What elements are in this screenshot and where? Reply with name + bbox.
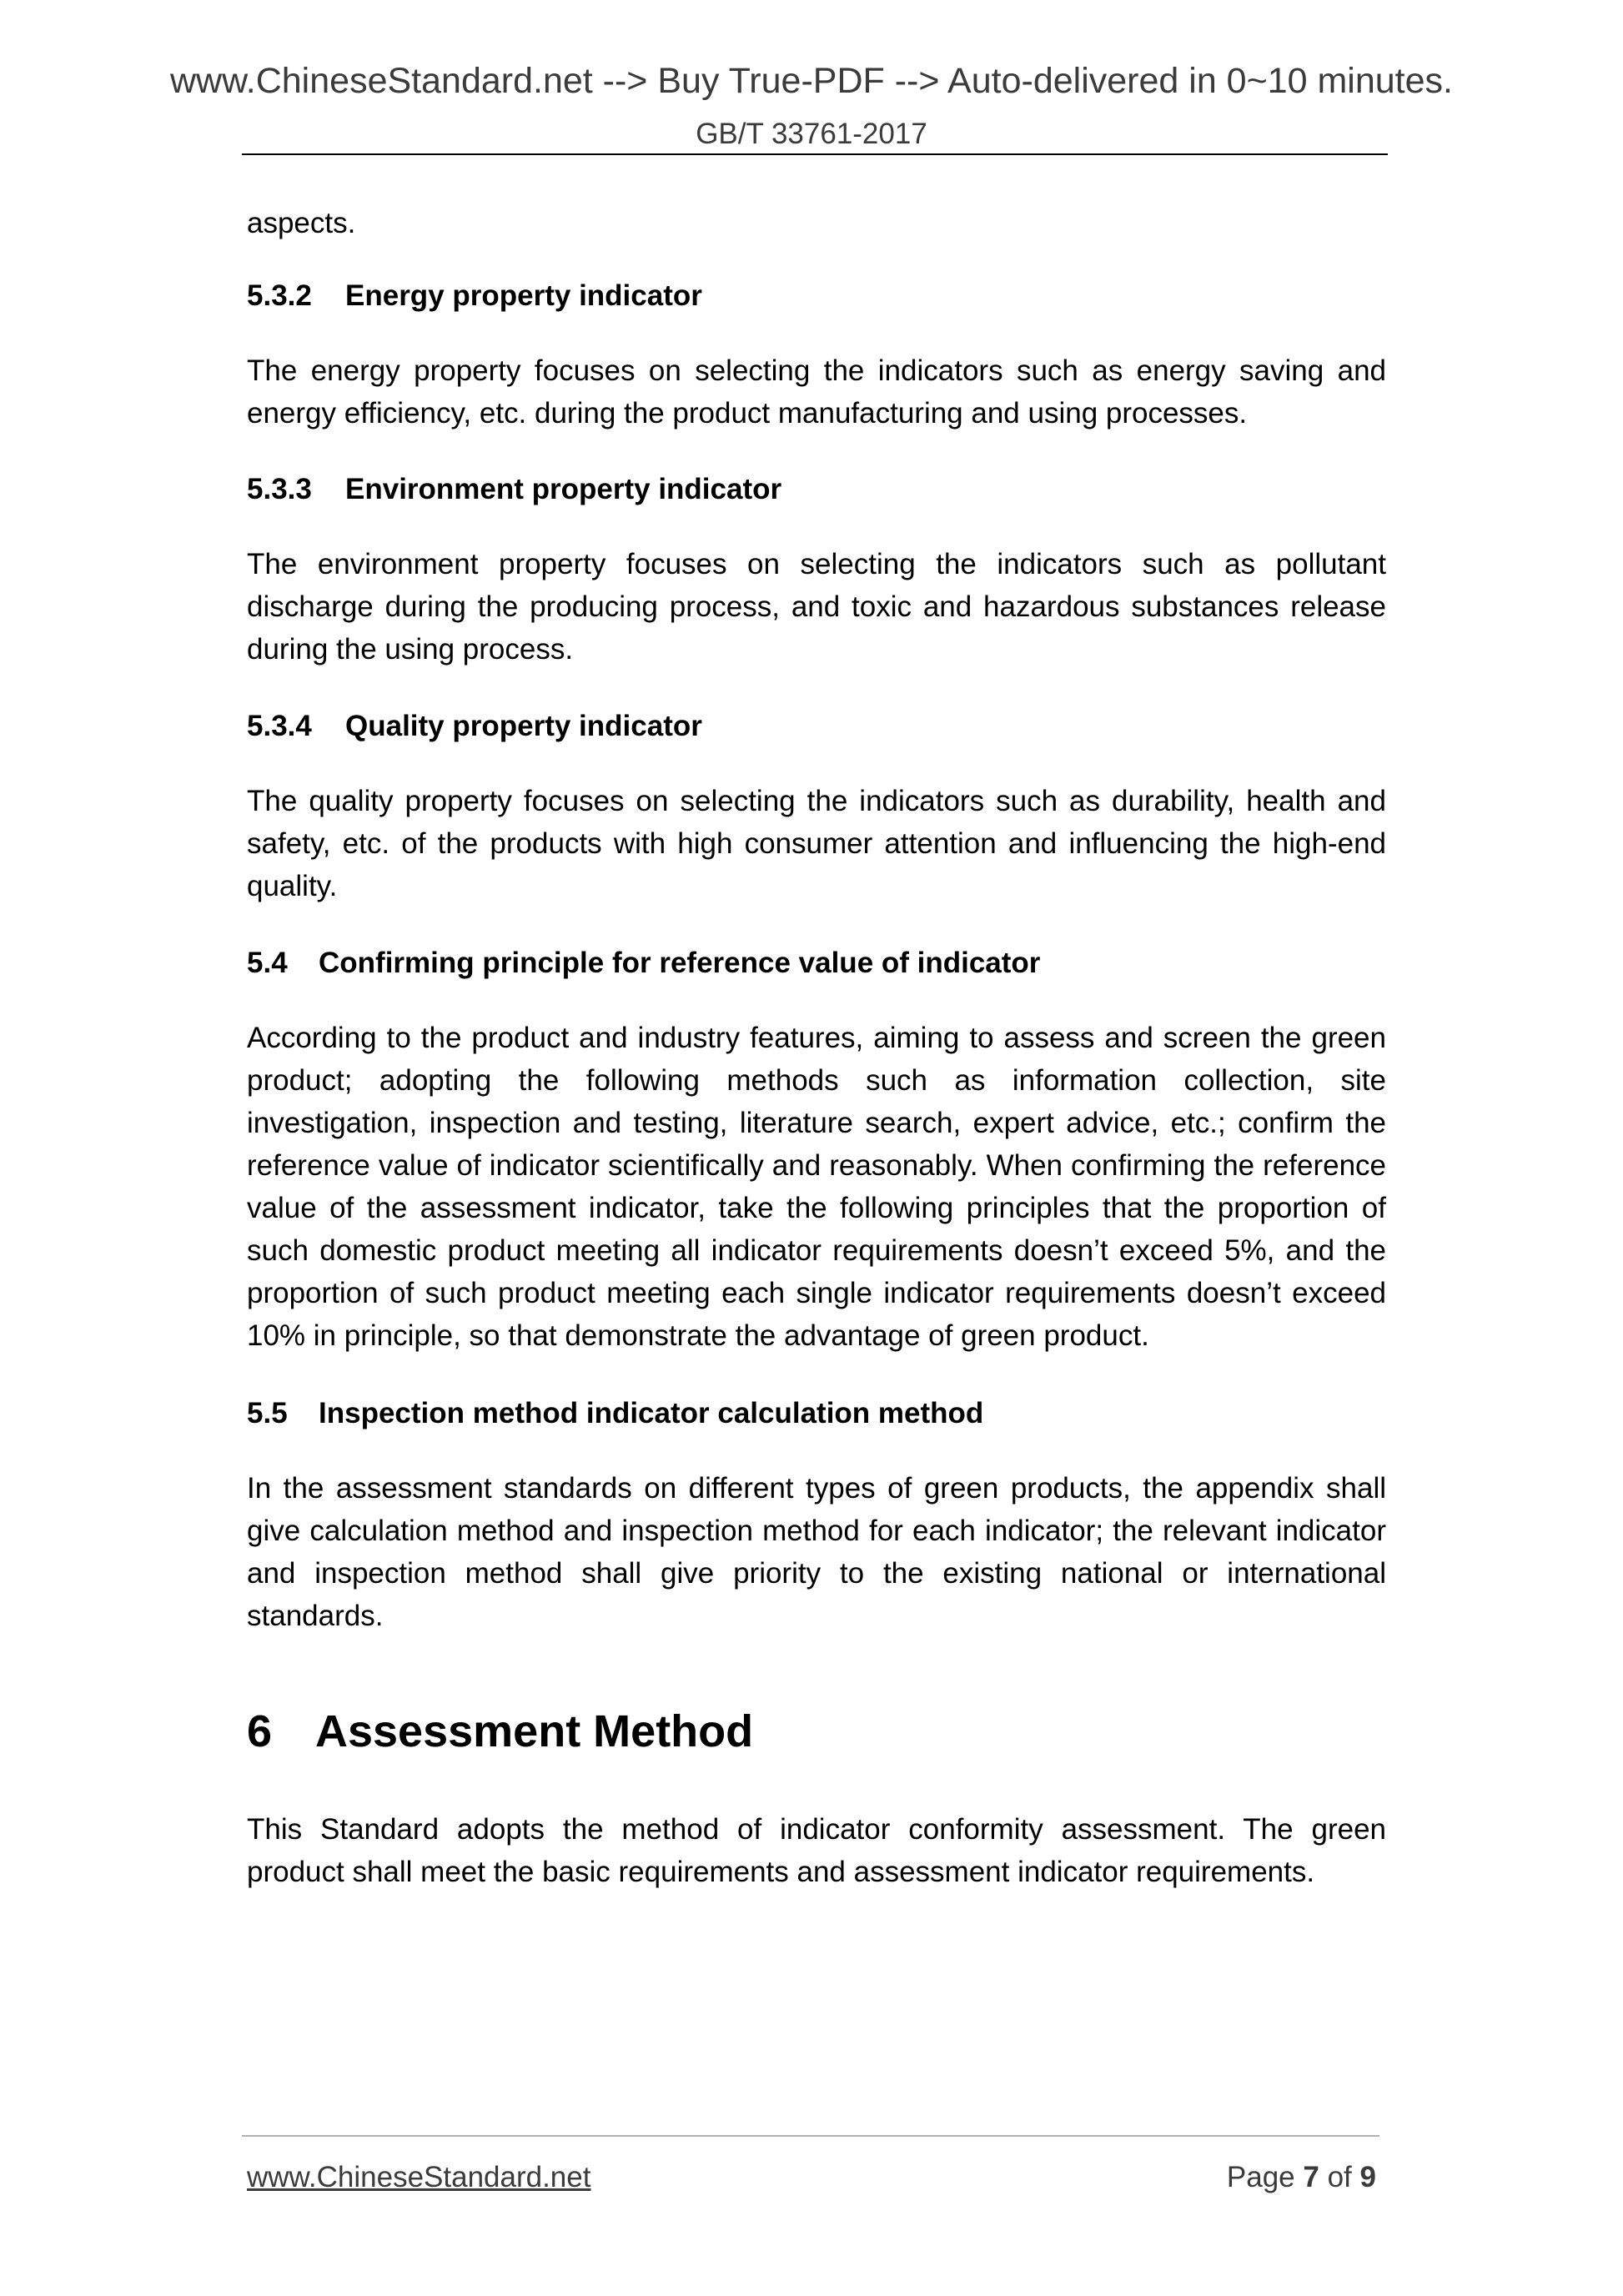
section-number: 6 [247,1706,273,1756]
page-label: Page [1226,2161,1295,2193]
section-6-text: This Standard adopts the method of indicator conformity assessment. The green product shall meet the basic requirements and assessment indicator requirements. [247,1813,1386,1888]
section-number: 5.3.4 [247,710,312,742]
section-5-4-text: According to the product and industry features, aiming to assess and screen the green product; adopting the following methods such as information collection, site investigation, inspection and testing, literature search, expert advice, etc.; confirm the reference value of indicator scientifically and reasonably. When confirming the reference value of the assessment indicator, take the following principles that the proportion of such domestic product meeting all indicator requirements doesn’t exceed 5%, and the proportion of such product meeting each single indicator requirements doesn’t exceed 10% in principle, so that demonstrate the advantage of green product. [247,1022,1386,1352]
header-divider [242,153,1388,155]
of-label: of [1327,2161,1352,2193]
section-title: Inspection method indicator calculation method [319,1397,984,1429]
page-indicator [1227,2163,1376,2192]
document-number: GB/T 33761-2017 [696,118,927,150]
section-5-4-heading [247,948,1040,977]
section-number: 5.5 [247,1397,288,1429]
section-title: Environment property indicator [345,473,782,505]
section-title: Quality property indicator [345,710,702,742]
section-5-5-heading [247,1399,983,1428]
total-pages-number: 9 [1359,2161,1376,2193]
footer-divider [242,2135,1379,2137]
continued-paragraph: aspects. [247,207,356,239]
section-5-3-2-heading [247,281,702,310]
source-banner: www.ChineseStandard.net --> Buy True-PDF --> Auto-delivered in 0~10 minutes. [169,61,1453,101]
section-number: 5.3.2 [247,279,312,312]
section-5-5-text: In the assessment standards on different types of green products, the appendix shall give calculation method and inspection method for each indicator; the relevant indicator and inspection method shall give priority to the existing national or international standards. [247,1472,1386,1632]
section-5-3-2-text: The energy property focuses on selecting the indicators such as energy saving and energy efficiency, etc. during the product manufacturing and using processes. [247,354,1386,430]
section-6-heading [247,1706,754,1756]
section-title: Energy property indicator [345,279,702,312]
section-5-3-3-heading [247,475,781,504]
section-5-3-4-text: The quality property focuses on selecting the indicators such as durability, health and safety, etc. of the products with high consumer attention and influencing the high-end quality. [247,785,1386,902]
section-5-3-4-heading [247,711,702,741]
footer-site-link[interactable]: www.ChineseStandard.net [247,2161,591,2193]
section-title: Assessment Method [315,1706,754,1756]
section-number: 5.4 [247,947,288,979]
current-page-number: 7 [1303,2161,1319,2193]
section-number: 5.3.3 [247,473,312,505]
section-5-3-3-text: The environment property focuses on selecting the indicators such as pollutant discharge during the producing process, and toxic and hazardous substances release during the using process. [247,548,1386,666]
section-title: Confirming principle for reference value of indicator [319,947,1041,979]
